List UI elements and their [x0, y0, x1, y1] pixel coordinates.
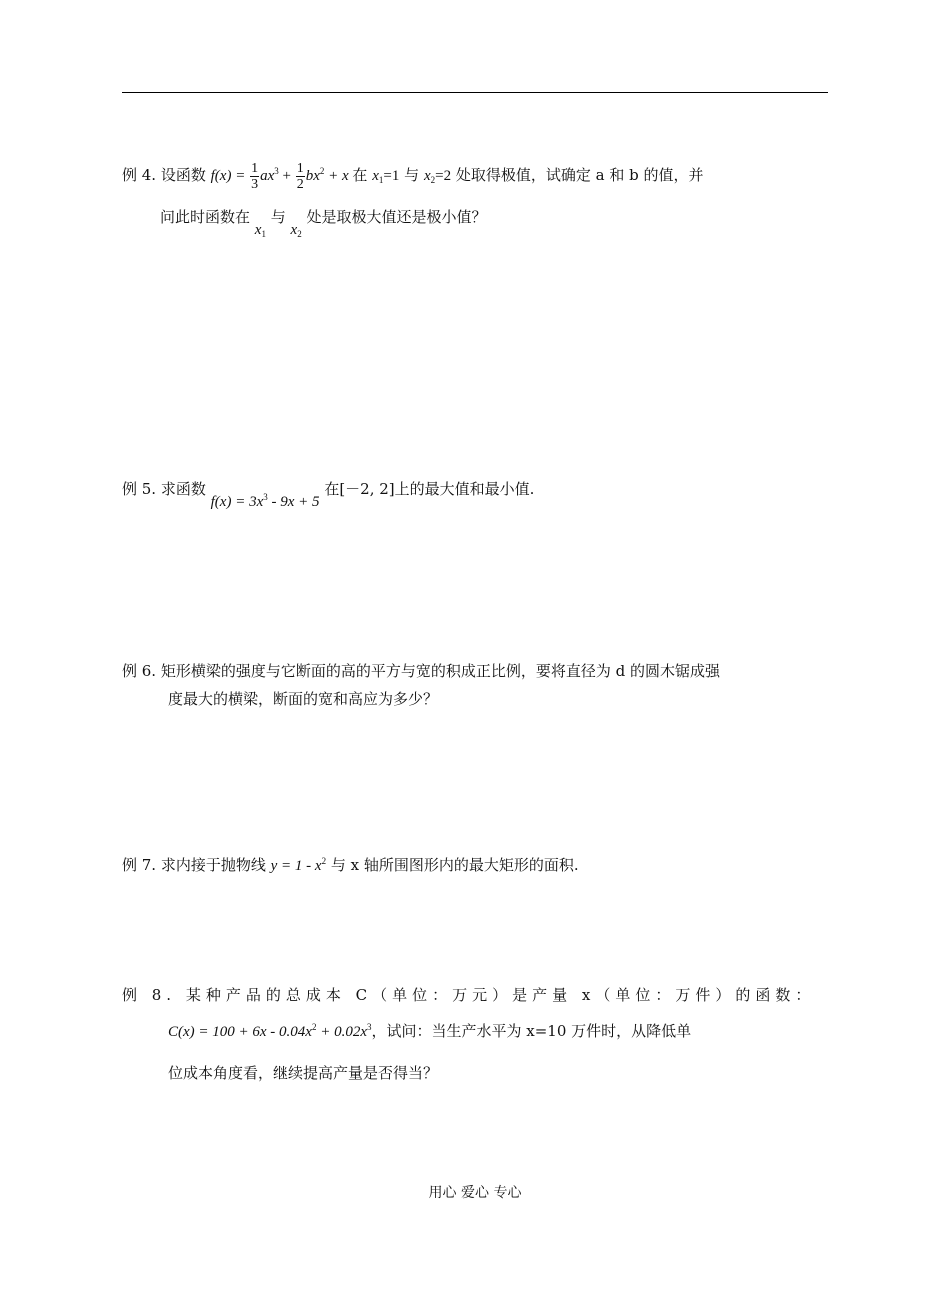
example-8-line-1: 例 8. 某种产品的总成本 C（单位：万元）是产量 x（单位：万件）的函数：: [122, 986, 816, 1004]
cost-function: $C(x) = 100 + 6x - 0.04x^2 + 0.02x^3$: [168, 1022, 372, 1040]
example-6-line-1: 例 6. 矩形横梁的强度与它断面的高的平方与宽的积成正比例，要将直径为 d 的圆木锯成强: [122, 662, 720, 680]
fraction-one-third: $\frac{1}{3}$: [251, 161, 259, 193]
example-7: 例 7. 求内接于抛物线 $y = 1 - x^2$ 与 x 轴所围图形内的最大矩形的面积.: [122, 856, 579, 874]
example-4-line-1: 例 4. 设函数 f(x) = $\frac{1}{3}$ $ax^3$ + $\frac{1}{2}$ $bx^2 + x$ 在 $x_1=1$ 与 $x_2=2$ 处取得极值，试确定 a 和 b 的值，并: [122, 161, 704, 193]
page-footer: 用心 爱心 专心: [428, 1185, 522, 1201]
example-8-line-2: $C(x) = 100 + 6x - 0.04x^2 + 0.02x^3$，试问：当生产水平为 x=10 万件时，从降低单: [168, 1022, 692, 1040]
example-5: 例 5. 求函数 $f(x) = 3x^3 - 9x + 5$ 在[－2, 2]上的最大值和最小值.: [122, 480, 535, 510]
example-6-line-2: 度最大的横梁，断面的宽和高应为多少？: [168, 690, 439, 708]
example-4-line-2: 问此时函数在 $x_1$ 与 $x_2$ 处是取极大值还是极小值？: [160, 208, 487, 239]
example-4-label: 例 4. 设函数: [122, 166, 206, 184]
x2-variable: $x_2$: [423, 168, 436, 185]
parabola-function: $y = 1 - x^2$: [270, 856, 327, 874]
header-rule: [122, 92, 828, 93]
x2-variable-dropped: $x_2$: [290, 222, 302, 239]
fraction-one-half: $\frac{1}{2}$: [296, 161, 304, 193]
example-4-function: f(x) = $\frac{1}{3}$ $ax^3$ + $\frac{1}{2}$ $bx^2 + x$: [210, 161, 349, 193]
example-5-function: $f(x) = 3x^3 - 9x + 5$: [210, 492, 320, 510]
example-8-line-3: 位成本角度看，继续提高产量是否得当？: [168, 1064, 439, 1082]
x1-variable-dropped: $x_1$: [254, 222, 266, 239]
x1-variable: $x_1$: [372, 168, 384, 185]
